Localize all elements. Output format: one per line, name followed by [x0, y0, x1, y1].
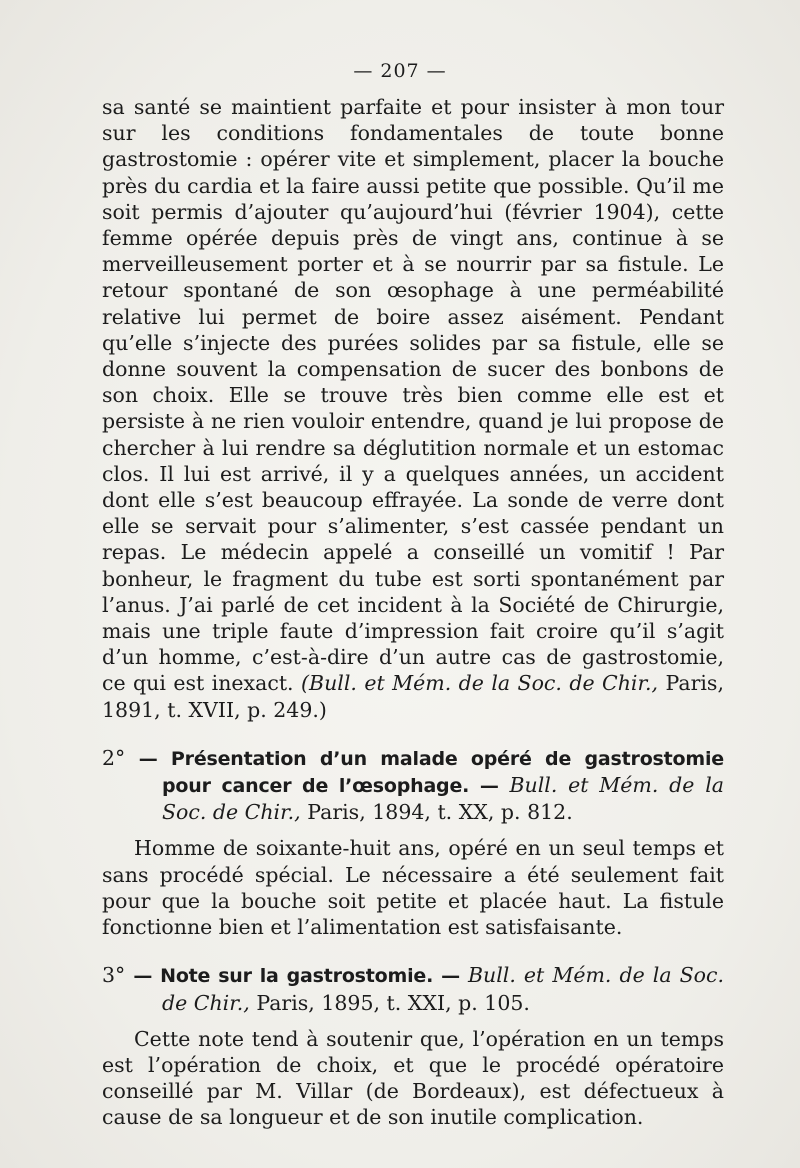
entry-reference: Bull. et Mém. de la Soc. de Chir.,	[162, 963, 724, 1015]
entry-number: 3°	[102, 963, 126, 988]
entry-details: Paris, 1895, t. XXI, p. 105.	[256, 990, 530, 1015]
entry-title: — Note sur la gastrostomie. —	[133, 965, 460, 988]
entry-details: Paris, 1894, t. XX, p. 812.	[307, 800, 573, 825]
paragraph-text: sa santé se maintient parfaite et pour insister à mon tour sur les conditions fondamentales de toute bonne gastrostomie : opérer vite et simplement, placer la bouche près du cardia et la faire aussi petite que possible. Qu’il me soit permis d’ajouter qu’aujourd’hui (février 1904), cette femme opérée depuis près de vingt ans, continue à se merveilleusement porter et à se nourrir par sa fistule. Le retour spontané de son œsophage à une perméabilité relative lui permet de boire assez aisément. Pendant qu’elle s’injecte des purées solides par sa fistule, elle se donne souvent la compensation de sucer des bonbons de son choix. Elle se trouve très bien comme elle est et persiste à ne rien vouloir entendre, quand je lui propose de chercher à lui rendre sa déglutition normale et un estomac clos. Il lui est arrivé, il y a quelques années, un accident dont elle s’est beaucoup effrayée. La sonde de verre dont elle se servait pour s’alimenter, s’est cassée pendant un repas. Le médecin appelé a conseillé un vomitif ! Par bonheur, le fragment du tube est sorti spontanément par l’anus. J’ai parlé de cet incident à la Société de Chirurgie, mais une triple faute d’impression fait croire qu’il s’agit d’un homme, c’est-à-dire d’un autre cas de gastrostomie, ce qui est inexact.	[102, 95, 724, 696]
entry-body: Homme de soixante-huit ans, opéré en un seul temps et sans procédé spécial. Le nécessaire a été seulement fait pour que la bouche soit petite et placée haut. La fistule fonctionne bien et l’alimentation est satisfaisante.	[102, 836, 724, 940]
page-body	[102, 94, 724, 1131]
publication-entry	[102, 962, 724, 1015]
page-number: — 207 —	[353, 60, 447, 82]
entry-title: — Présentation d’un malade opéré de gastrostomie pour cancer de l’œsophage. —	[138, 747, 724, 798]
publication-entry	[102, 745, 724, 826]
paragraph	[102, 94, 724, 723]
entry-number: 2°	[102, 745, 126, 770]
reference-details: Paris, 1891, t. XVII, p. 249.)	[102, 671, 724, 722]
reference-citation: (Bull. et Mém. de la Soc. de Chir.,	[301, 671, 659, 696]
entry-body: Cette note tend à soutenir que, l’opération en un temps est l’opération de choix, et que le procédé opératoire conseillé par M. Villar (de Bordeaux), est défectueux à cause de sa longueur et de son inutile complication.	[102, 1026, 724, 1130]
entry-reference: Bull. et Mém. de la Soc. de Chir.,	[162, 773, 724, 825]
